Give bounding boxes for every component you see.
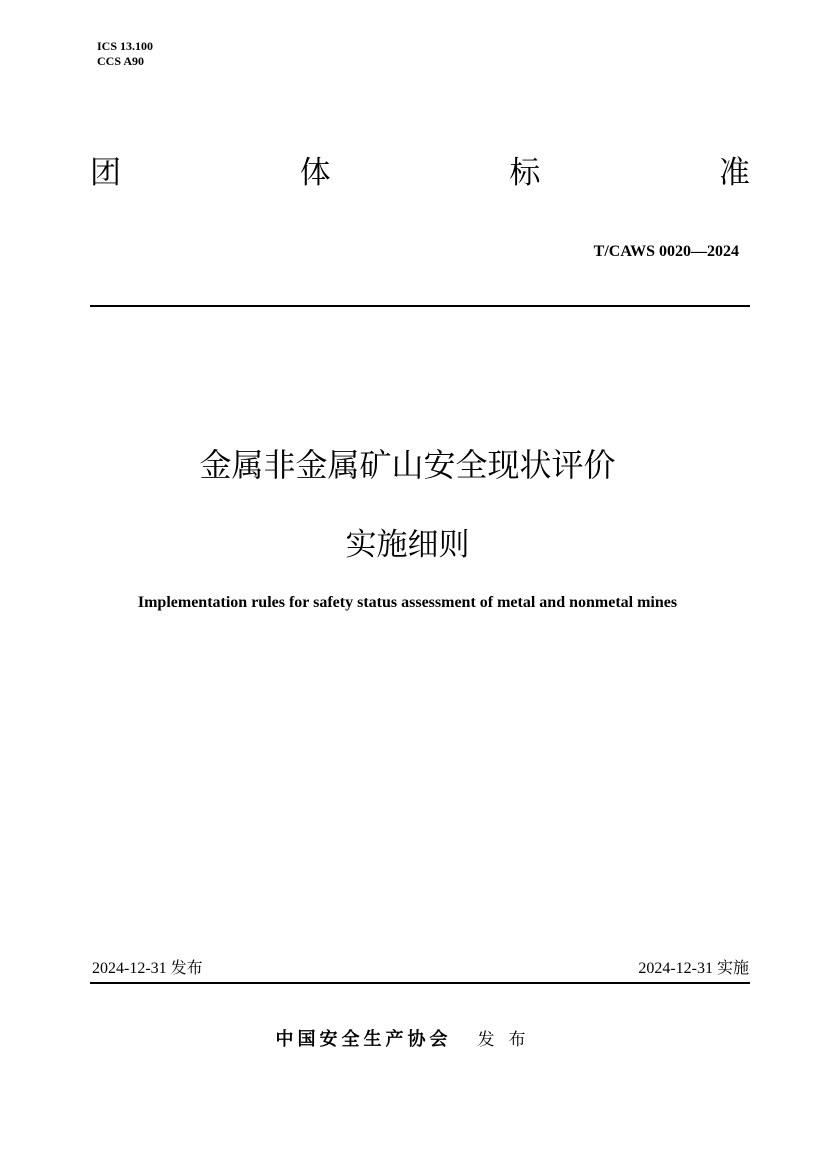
publisher-line <box>0 1025 815 1051</box>
title-zh-line2: 实施细则 <box>345 527 470 563</box>
standard-code: T/CAWS 0020—2024 <box>593 243 739 260</box>
top-divider <box>90 305 750 307</box>
issue-label: 发布 <box>170 958 203 977</box>
document-kind-char: 团 <box>90 155 121 191</box>
implement-label: 实施 <box>716 958 749 977</box>
implement-date-block <box>638 955 749 978</box>
document-kind-char: 标 <box>509 155 541 191</box>
bottom-divider <box>90 982 750 984</box>
classification-codes <box>97 39 153 69</box>
title-zh-line1: 金属非金属矿山安全现状评价 <box>199 446 616 484</box>
title-en: Implementation rules for safety status assessment of metal and nonmetal mines <box>137 594 678 611</box>
document-kind-char: 准 <box>718 155 750 191</box>
issue-date: 2024-12-31 <box>92 960 167 977</box>
implement-date: 2024-12-31 <box>638 960 713 977</box>
document-kind-char: 体 <box>299 155 331 191</box>
publisher-name: 中国安全生产协会 <box>275 1029 452 1050</box>
issue-date-block <box>92 955 203 978</box>
ics-code: ICS 13.100 <box>97 39 154 53</box>
ccs-code: CCS A90 <box>97 54 145 68</box>
publisher-action: 发布 <box>477 1030 540 1050</box>
document-kind-heading <box>90 148 750 198</box>
